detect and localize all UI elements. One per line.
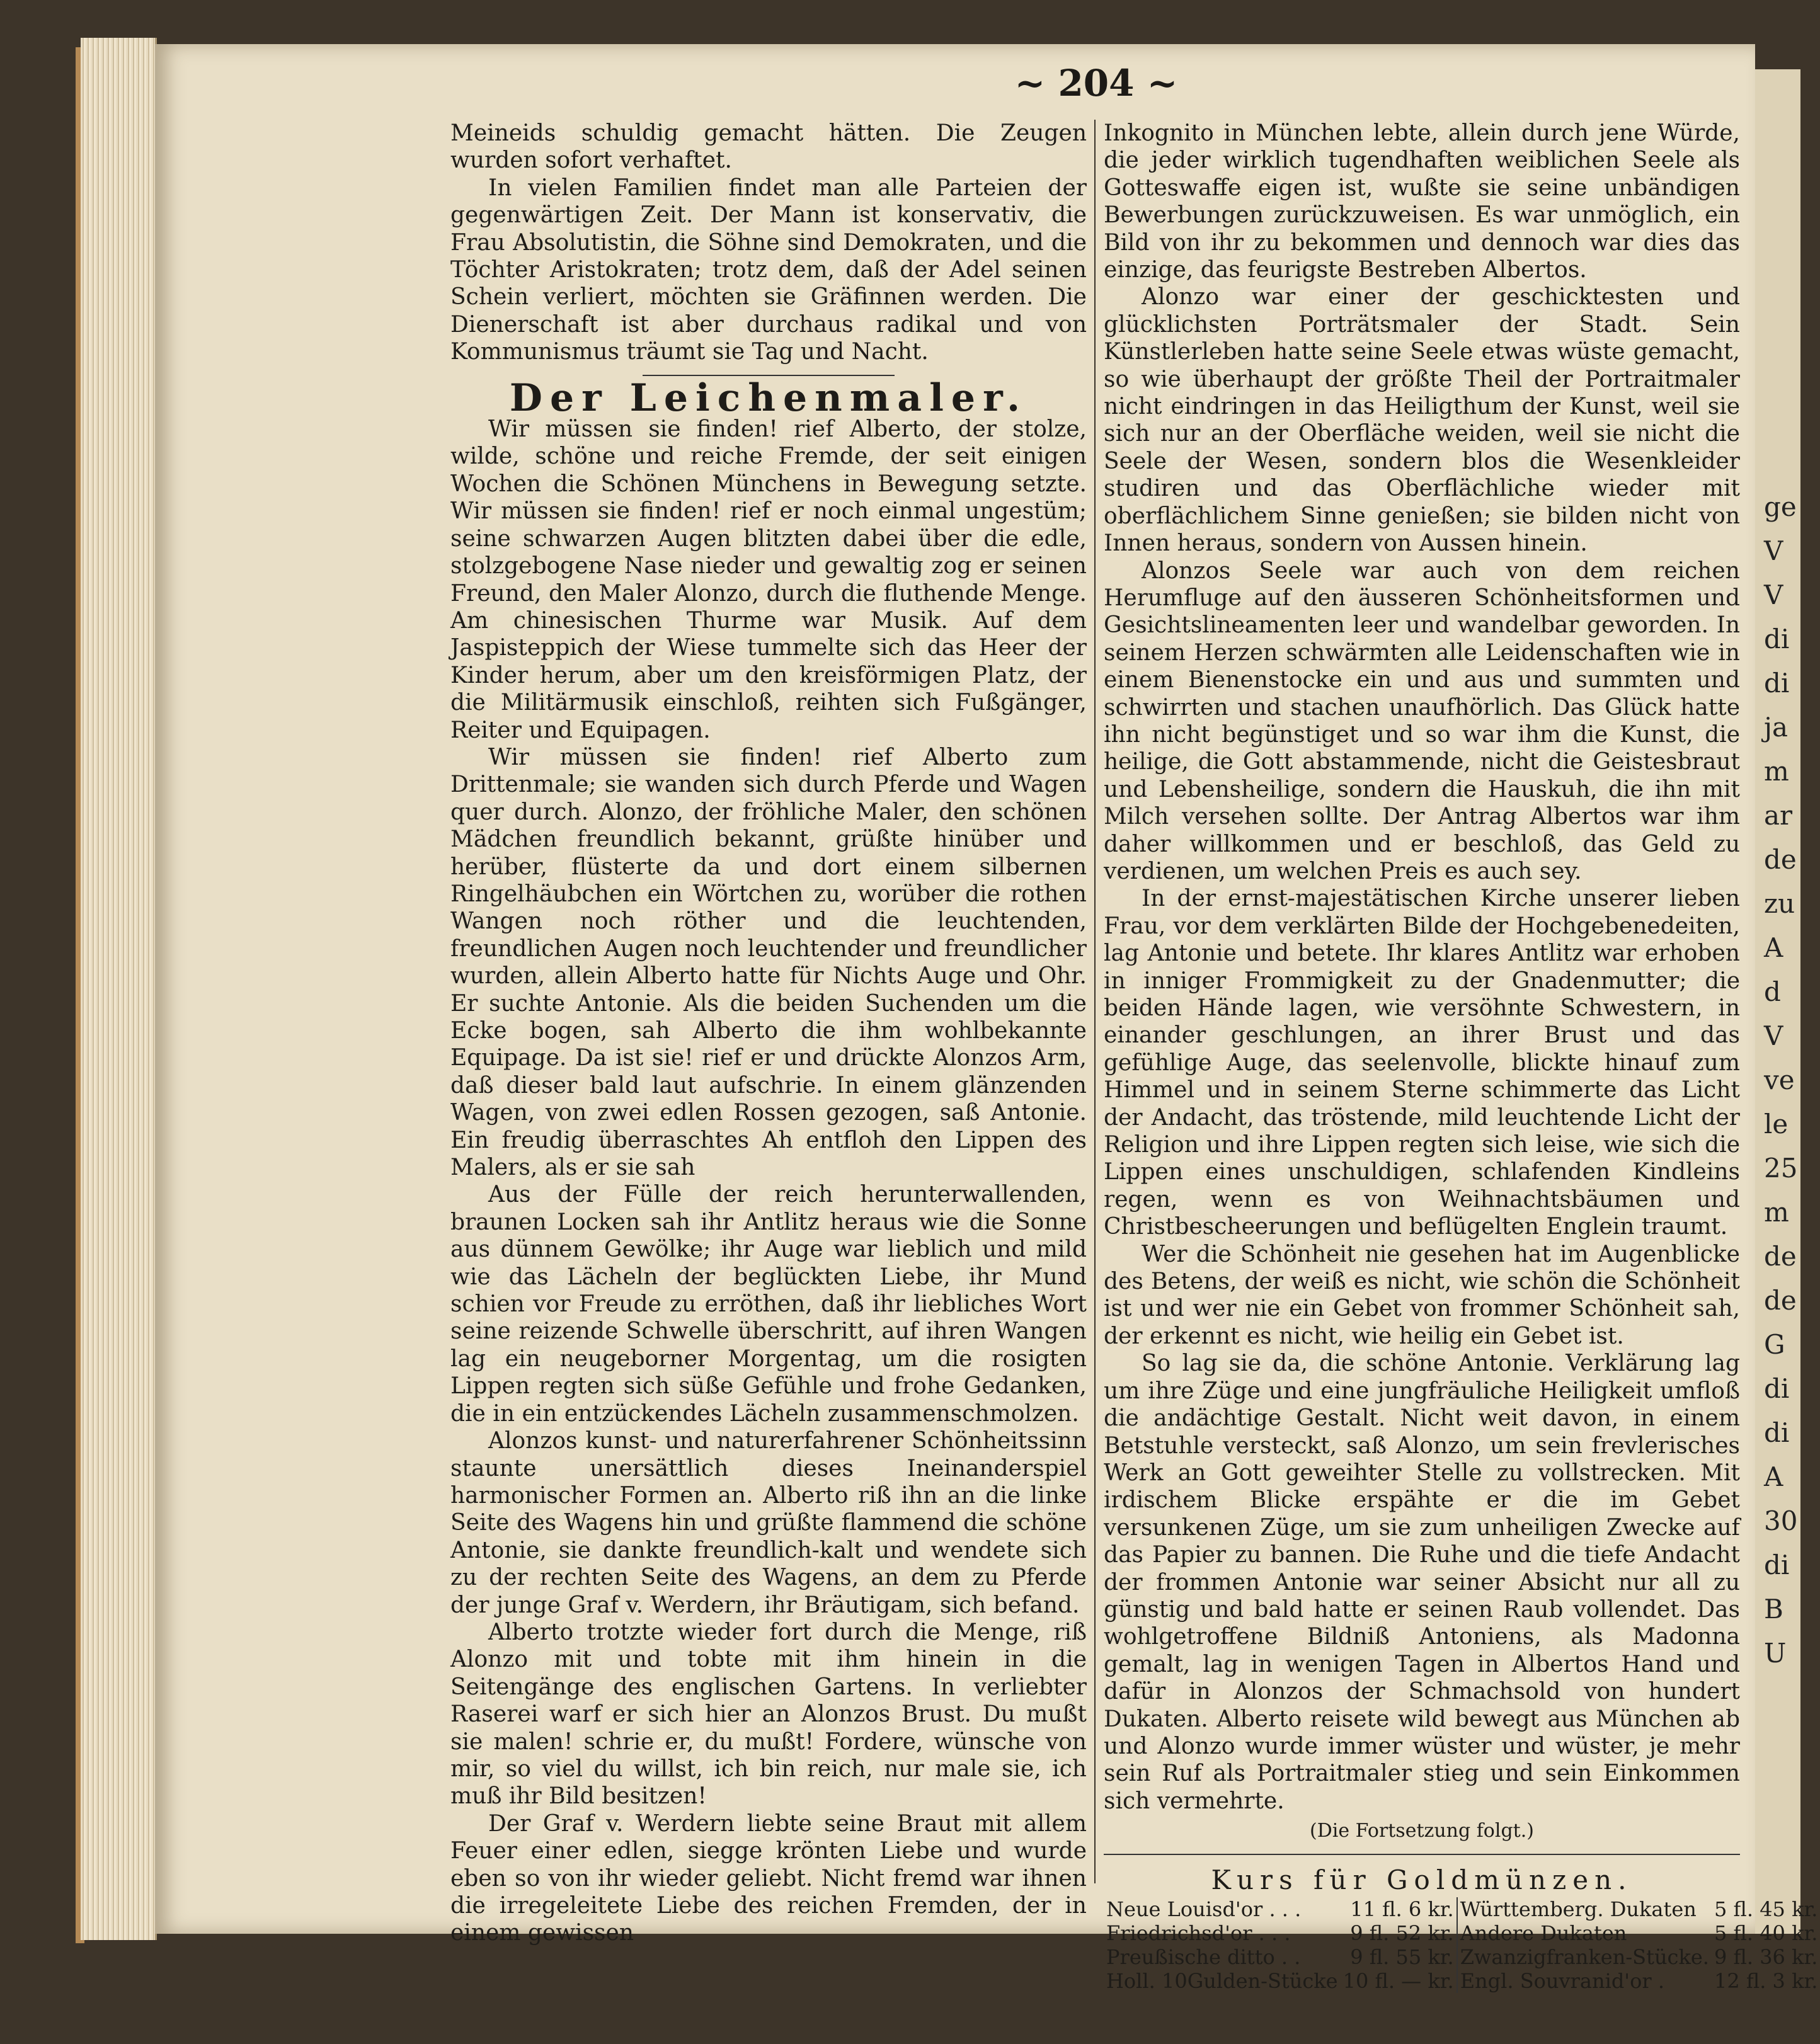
paragraph: In vielen Familien findet man alle Parteien der gegenwärtigen Zeit. Der Mann ist konservativ, die Frau Absolutistin, die Söhne sind Demokraten, und die Töchter Aristokraten; trotz dem, daß der Adel seinen Schein verliert, möchten sie Gräfinnen werden. Die Dienerschaft ist aber durchaus radikal und von Kommunismus träumt sie Tag und Nacht. <box>450 174 1087 365</box>
paragraph: Wir müssen sie finden! rief Alberto zum Drittenmale; sie wanden sich durch Pferde und Wagen quer durch. Alonzo, der fröhliche Maler, den schönen Mädchen freundlich bekannt, grüßte hinüber und herüber, flüsterte da und dort einem silbernen Ringelhäubchen ein Wörtchen zu, worüber die rothen Wangen noch röther und die leuchtenden, freundlichen Augen noch leuchtender und freundlicher wurden, allein Alberto hatte für Nichts Auge und Ohr. Er suchte Antonie. Als die beiden Suchenden um die Ecke bogen, sah Alberto die ihm wohlbekannte Equipage. Da ist sie! rief er und drückte Alonzos Arm, daß dieser bald laut aufschrie. In einem glänzenden Wagen, von zwei edlen Rossen gezogen, saß Antonie. Ein freudig überraschtes Ah entfloh den Lippen des Malers, als er sie sah <box>450 744 1087 1181</box>
next-page-fragment: m <box>1764 756 1789 787</box>
article-title: Der Leichenmaler. <box>509 375 1028 420</box>
coin-value: 5 fl. 45 kr. <box>1714 1897 1818 1921</box>
paragraph: Alonzos Seele war auch von dem reichen Herumfluge auf den äusseren Schönheitsformen und Gesichtslineamenten leer und wandelbar geworden. In seinem Herzen schwärmten alle Leidenschaften wie in einem Bienenstocke ein und aus und summten und schwirrten und stachen unaufhörlich. Das Glück hatte ihn nicht begünstiget und so war ihm die Kunst, die heilige, die Gott abstammende, nicht die Geistesbraut und Lebensheilige, sondern die Hauskuh, die ihn mit Milch versehen sollte. Der Antrag Albertos war ihm daher willkommen und er beschloß, das Geld zu verdienen, um welchen Preis es auch sey. <box>1104 557 1740 884</box>
left-column <box>450 120 1087 1947</box>
coin-value: 9 fl. 52 kr. <box>1350 1921 1454 1945</box>
next-page-fragment: di <box>1764 1373 1790 1404</box>
next-page-fragment: zu <box>1764 888 1795 919</box>
continued-note: (Die Fortsetzung folgt.) <box>1310 1820 1534 1842</box>
next-page-fragment: B <box>1764 1594 1783 1624</box>
next-page-fragment: ve <box>1764 1065 1795 1095</box>
column-divider <box>1094 120 1096 1883</box>
next-page-fragment: 25 <box>1764 1153 1798 1184</box>
next-page-fragment: le <box>1764 1109 1789 1139</box>
coin-name: Neue Louisd'or . . . <box>1106 1897 1302 1921</box>
gold-coin-rates-table <box>1104 1897 1820 1993</box>
coin-name: Holl. 10Gulden-Stücke <box>1106 1969 1338 1993</box>
next-page-fragment: d <box>1764 976 1781 1007</box>
next-page-edge <box>1755 69 1800 1934</box>
next-page-fragment: de <box>1764 1241 1797 1272</box>
next-page-fragment: ar <box>1764 800 1793 831</box>
table-row <box>1104 1921 1820 1945</box>
paragraph: So lag sie da, die schöne Antonie. Verklärung lag um ihre Züge und eine jungfräuliche Heiligkeit umfloß die andächtige Gestalt. Nicht weit davon, in einem Betstuhle versteckt, saß Alonzo, um sein frevlerisches Werk an Gott geweihter Stelle zu vollstrecken. Mit irdischem Blicke erspähte er die im Gebet versunkenen Züge, um sie zum unheiligen Zwecke auf das Papier zu bannen. Die Ruhe und die tiefe Andacht der frommen Antonie war seiner Absicht nur all zu günstig und bald hatte er seinen Raub vollendet. Das wohlgetroffene Bildniß Antoniens, als Madonna gemalt, lag in wenigen Tagen in Albertos Hand und dafür in Alonzos der Schmachsold von hundert Dukaten. Alberto reisete wild bewegt aus München ab und Alonzo wurde immer wüster und wüster, je mehr sein Ruf als Portraitmaler stieg und sein Einkommen sich vermehrte. <box>1104 1350 1740 1814</box>
rates-title: Kurs für Goldmünzen. <box>1211 1864 1633 1895</box>
next-page-fragment: di <box>1764 1550 1790 1580</box>
next-page-fragment: de <box>1764 844 1797 875</box>
coin-value: 10 fl. — kr. <box>1342 1969 1454 1993</box>
table-row <box>1104 1897 1820 1921</box>
paragraph: Alonzos kunst- und naturerfahrener Schönheitssinn staunte unersättlich dieses Ineinanderspiel harmonischer Formen an. Alberto riß ihn an die linke Seite des Wagens hin und grüßte flammend die schöne Antonie, sie dankte freundlich-kalt und wendete sich zu der rechten Seite des Wagens, an dem zu Pferde der junge Graf v. Werdern, ihr Bräutigam, sich befand. <box>450 1428 1087 1618</box>
paragraph: Alberto trotzte wieder fort durch die Menge, riß Alonzo mit und tobte mit ihm hinein in die Seitengänge des englischen Gartens. In verliebter Raserei warf er sich hier an Alonzos Brust. Du mußt sie malen! schrie er, du mußt! Fordere, wünsche von mir, so viel du willst, ich bin reich, nur male sie, ich muß ihr Bild besitzen! <box>450 1619 1087 1810</box>
section-divider <box>1104 1854 1740 1855</box>
next-page-fragment: de <box>1764 1285 1797 1316</box>
coin-name: Andere Dukaten <box>1457 1921 1712 1945</box>
next-page-fragment: A <box>1764 1461 1783 1492</box>
next-page-fragment: V <box>1764 580 1783 610</box>
paragraph: Inkognito in München lebte, allein durch jene Würde, die jeder wirklich tugendhaften weiblichen Seele als Gotteswaffe eigen ist, wußte sie seine unbändigen Bewerbungen zurückzuweisen. Es war unmöglich, ein Bild von ihr zu bekommen und dennoch war dies das einzige, das feurigste Bestreben Albertos. <box>1104 120 1740 283</box>
next-page-fragment: A <box>1764 932 1783 963</box>
coin-value: 9 fl. 55 kr. <box>1350 1945 1454 1969</box>
coin-name: Preußische ditto . . <box>1106 1945 1301 1969</box>
paragraph: In der ernst-majestätischen Kirche unserer lieben Frau, vor dem verklärten Bilde der Hochgebenedeiten, lag Antonie und betete. Ihr klares Antlitz war erhoben in inniger Frommigkeit zu der Gnadenmutter; die beiden Hände lagen, wie versöhnte Schwestern, in einander geschlungen, an ihrer Brust und das gefühlige Auge, das seelenvolle, blickte hinauf zum Himmel und in seinem Sterne schimmerte das Licht der Andacht, das tröstende, mild leuchtende Licht der Religion und ihre Lippen regten sich leise, wie sich die Lippen eines unschuldigen, schlafenden Kindleins regen, wenn es von Weihnachtsbäumen und Christbescheerungen und beflügelten Englein traumt. <box>1104 886 1740 1240</box>
paragraph: Wer die Schönheit nie gesehen hat im Augenblicke des Betens, der weiß es nicht, wie schön die Schönheit ist und wer nie ein Gebet von frommer Schönheit sah, der erkennt es nicht, wie heilig ein Gebet ist. <box>1104 1241 1740 1349</box>
next-page-fragment: ge <box>1764 491 1797 522</box>
next-page-fragment: di <box>1764 624 1790 654</box>
next-page-fragment: di <box>1764 668 1790 699</box>
next-page-fragment: 30 <box>1764 1505 1798 1536</box>
table-row <box>1104 1969 1820 1993</box>
coin-name: Zwanzigfranken-Stücke. <box>1457 1945 1712 1969</box>
coin-name: Württemberg. Dukaten <box>1457 1897 1712 1921</box>
coin-value: 9 fl. 36 kr. <box>1714 1945 1818 1969</box>
paragraph: Wir müssen sie finden! rief Alberto, der stolze, wilde, schöne und reiche Fremde, der seit einigen Wochen die Schönen Münchens in Bewegung setzte. Wir müssen sie finden! rief er noch einmal ungestüm; seine schwarzen Augen blitzten dabei über die edle, stolzgebogene Nase nieder und gewaltig zog er seinen Freund, den Maler Alonzo, durch die fluthende Menge. Am chinesischen Thurme war Musik. Auf dem Jaspisteppich der Wiese tummelte sich das Heer der Kinder herum, aber um den kreisförmigen Platz, der die Militärmusik einschloß, reihten sich Fußgänger, Reiter und Equipagen. <box>450 416 1087 743</box>
next-page-fragment: V <box>1764 1020 1783 1051</box>
page-edges <box>81 38 157 1940</box>
next-page-fragment: V <box>1764 535 1783 566</box>
coin-name: Friedrichsd'or . . . <box>1106 1921 1291 1945</box>
next-page-fragment: ja <box>1764 712 1789 743</box>
paragraph: Der Graf v. Werdern liebte seine Braut mit allem Feuer einer edlen, siegge krönten Liebe und wurde eben so von ihr wieder geliebt. Nicht fremd war ihnen die irregeleitete Liebe des reichen Fremden, der in einem gewissen <box>450 1810 1087 1946</box>
coin-value: 5 fl. 40 kr. <box>1714 1921 1818 1945</box>
paragraph: Alonzo war einer der geschicktesten und glücklichsten Porträtsmaler der Stadt. Sein Künstlerleben hatte seine Seele etwas wüste gemacht, so wie überhaupt der größte Theil der Portraitmaler nicht eindringen in das Heiligthum der Kunst, weil sie sich nur an der Oberfläche weiden, weil sie nicht die Seele der Wesen, sondern blos die Wesenkleider studiren und das Oberflächliche wieder mit oberflächlichem Sinne genießen; sie bilden nicht von Innen heraus, sondern von Aussen hinein. <box>1104 284 1740 557</box>
coin-value: 12 fl. 3 kr. <box>1714 1969 1818 1993</box>
paragraph: Meineids schuldig gemacht hätten. Die Zeugen wurden sofort verhaftet. <box>450 120 1087 174</box>
paragraph: Aus der Fülle der reich herunterwallenden, braunen Locken sah ihr Antlitz heraus wie die Sonne aus dünnem Gewölke; ihr Auge war lieblich und mild wie das Lächeln der beglückten Liebe, ihr Mund schien vor Freude zu erröthen, daß ihr liebliches Wort seine reizende Schwelle überschritt, auf ihren Wangen lag ein neugeborner Morgentag, um die rosigten Lippen regten sich süße Gefühle und frohe Gedanken, die in ein entzückendes Lächeln zusammenschmolzen. <box>450 1182 1087 1427</box>
coin-name: Engl. Souvranid'or . <box>1457 1969 1712 1993</box>
table-row <box>1104 1945 1820 1969</box>
next-page-fragment: U <box>1764 1638 1787 1669</box>
next-page-fragment: di <box>1764 1417 1790 1448</box>
coin-value: 11 fl. 6 kr. <box>1350 1897 1454 1921</box>
next-page-fragment: G <box>1764 1329 1785 1360</box>
next-page-fragment: m <box>1764 1197 1789 1228</box>
page-number: ~ 204 ~ <box>1014 62 1178 105</box>
